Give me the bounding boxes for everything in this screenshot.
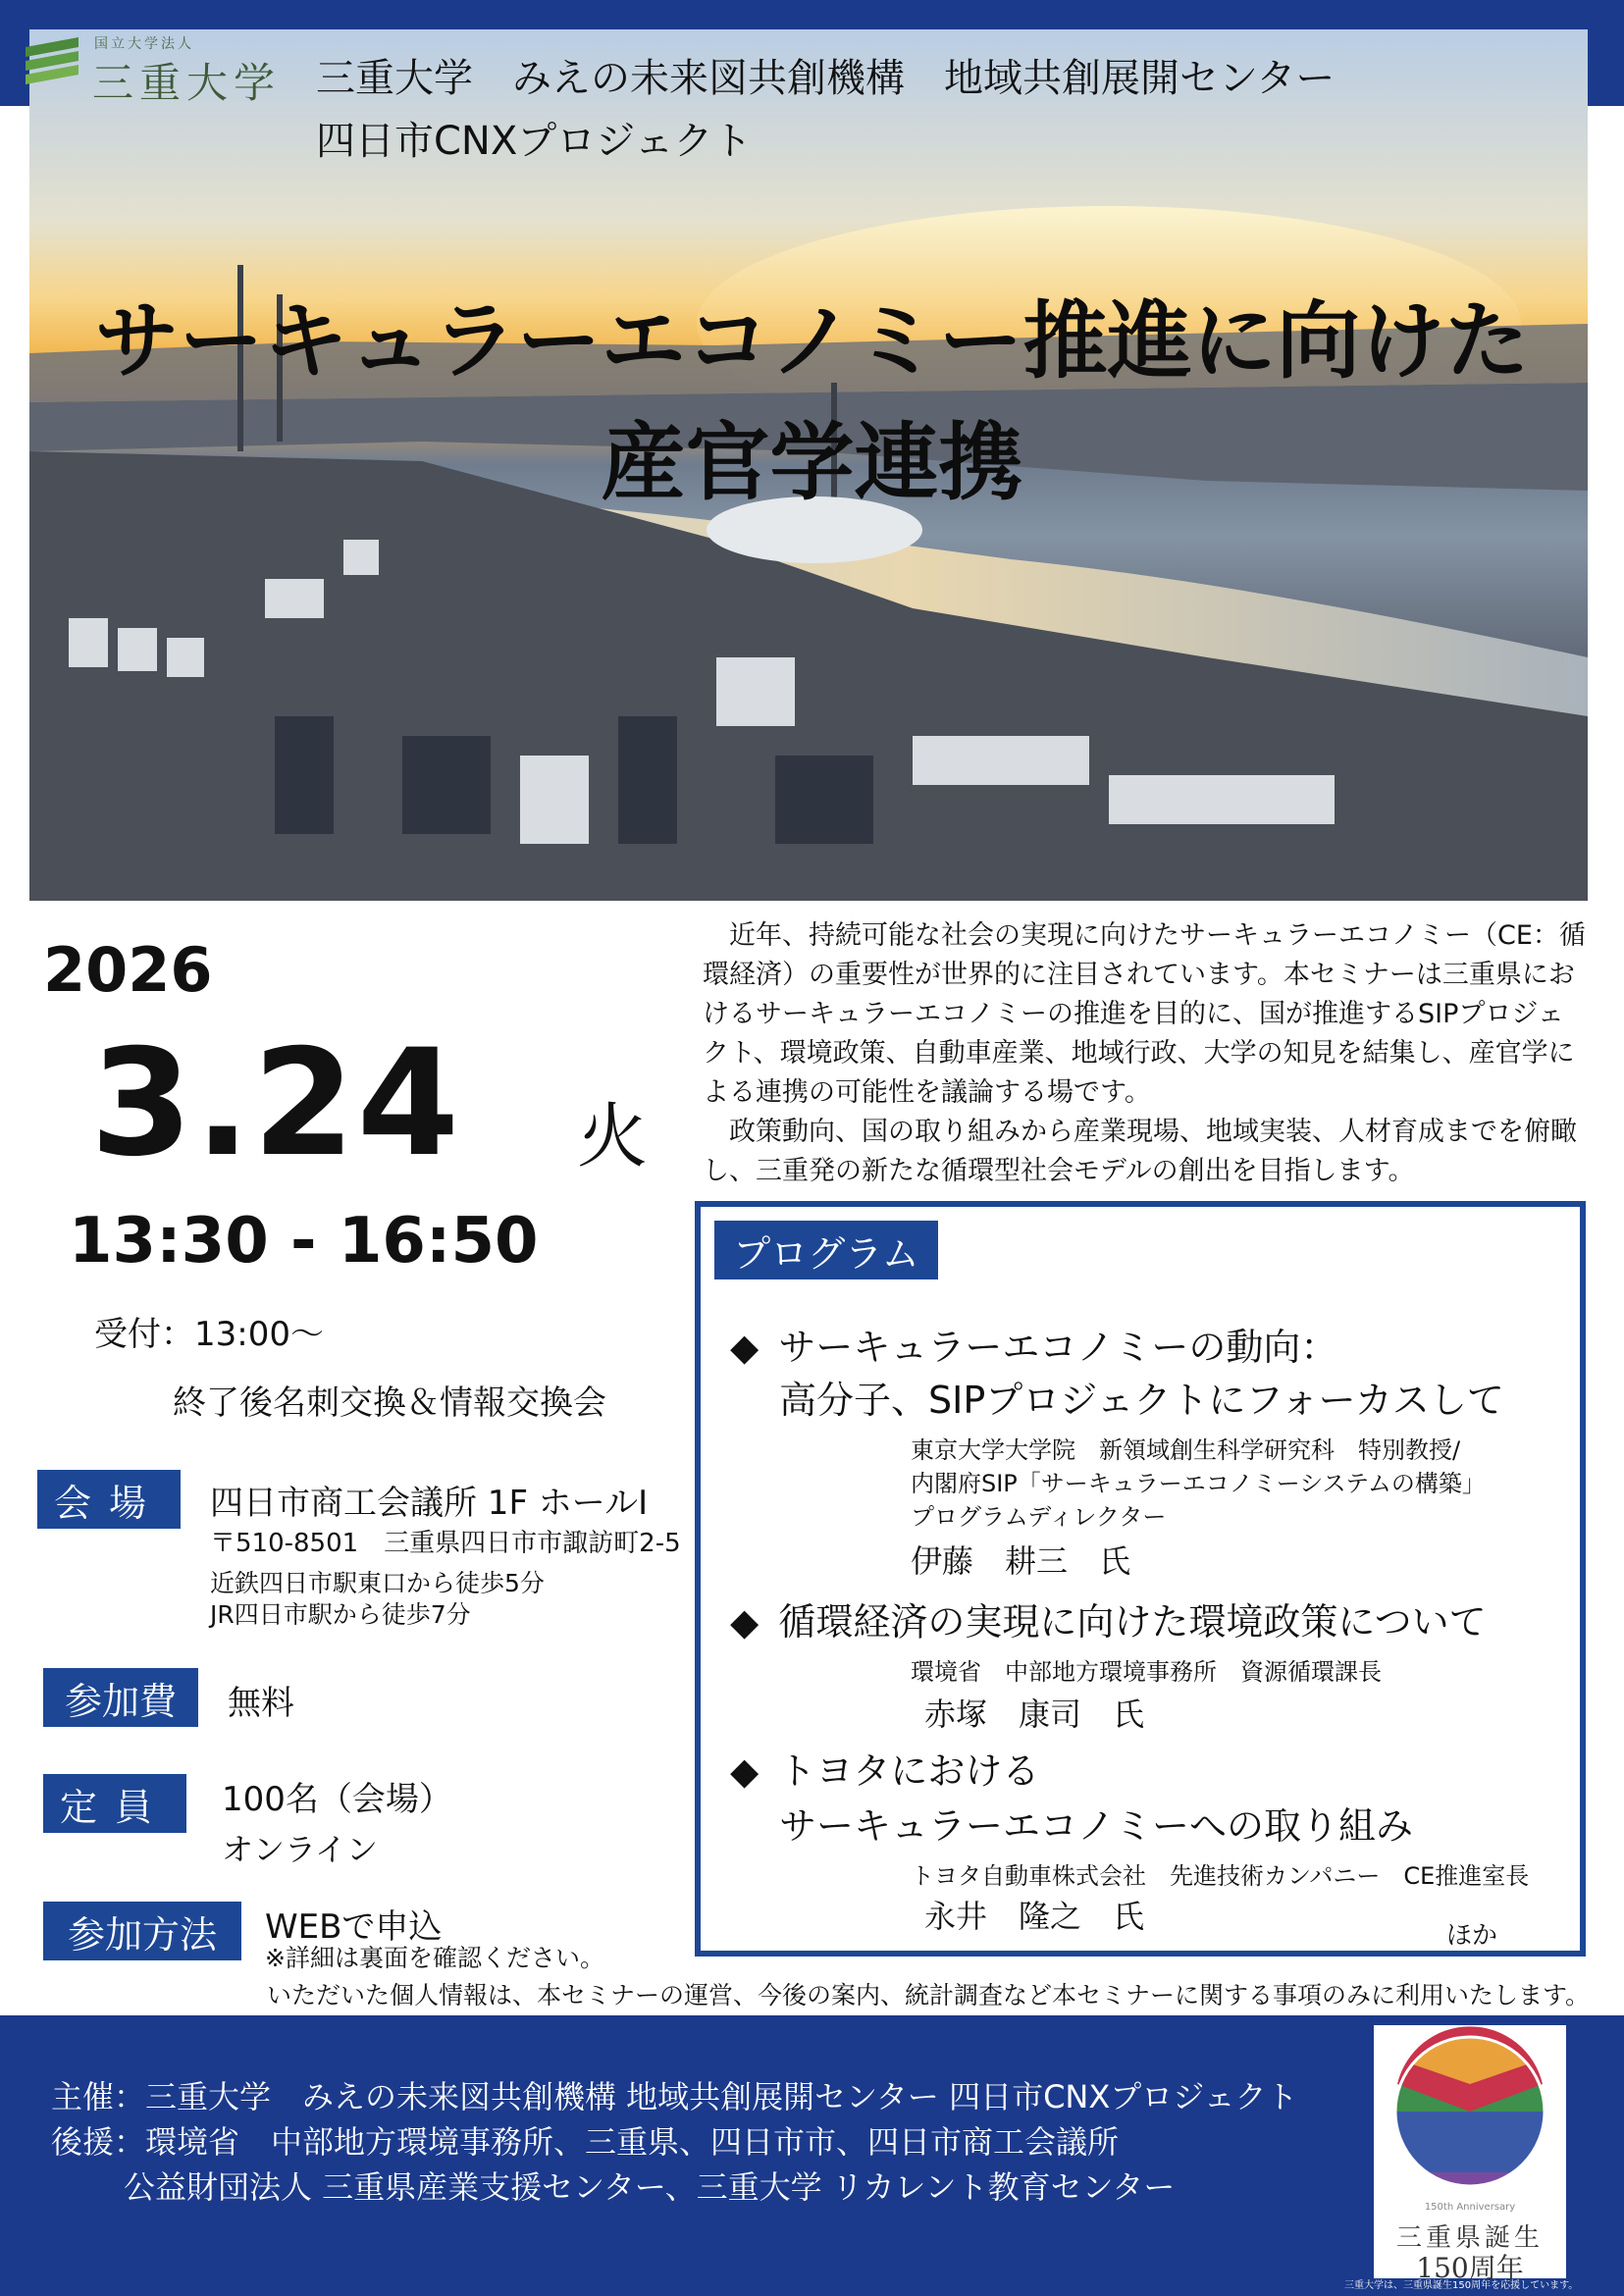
diamond-bullet-icon: ◆ bbox=[730, 1749, 760, 1793]
privacy-note: いただいた個人情報は、本セミナーの運営、今後の案内、統計調査など本セミナーに関する事項のみに利用いたします。 bbox=[267, 1981, 1591, 2009]
organizer-line-1: 三重大学 みえの未来図共創機構 地域共創展開センター bbox=[316, 56, 1336, 101]
event-weekday: 火 bbox=[577, 1095, 649, 1177]
intro-text bbox=[703, 916, 1586, 1191]
registration-method-label: 参加方法 bbox=[43, 1902, 241, 1960]
program-item-3-speaker: 永井 隆之 氏 bbox=[924, 1898, 1145, 1935]
supporters-line-2: 公益財団法人 三重県産業支援センター、三重大学 リカレント教育センター bbox=[124, 2168, 1176, 2206]
fee-value: 無料 bbox=[228, 1684, 294, 1723]
program-item-2-heading bbox=[730, 1592, 1487, 1645]
intro-paragraph-1: 近年、持続可能な社会の実現に向けたサーキュラーエコノミー（CE：循環経済）の重要性が世界的に注目されています。本セミナーは三重県におけるサーキュラーエコノミーの推進を目的に、国が推進するSIPプロジェクト、環境政策、自動車産業、地域行政、大学の知見を結集し、産官学による連携の可能性を議論する場です。 bbox=[703, 920, 1586, 1108]
host-organization: 主催：三重大学 みえの未来図共創機構 地域共創展開センター 四日市CNXプロジェクト bbox=[51, 2078, 1298, 2115]
event-year: 2026 bbox=[43, 934, 213, 1006]
program-item-1-heading-line2: 高分子、SIPプロジェクトにフォーカスして bbox=[779, 1379, 1504, 1422]
main-title-line-2: 産官学連携 bbox=[601, 414, 1023, 512]
program-item-1-heading bbox=[730, 1317, 1337, 1371]
program-item-3-heading bbox=[730, 1741, 1039, 1795]
diamond-bullet-icon: ◆ bbox=[730, 1600, 760, 1644]
emblem-label: 三重県誕生 bbox=[1395, 2223, 1544, 2253]
event-time: 13:30 - 16:50 bbox=[69, 1205, 539, 1278]
emblem-number: 150周年 bbox=[1416, 2252, 1524, 2284]
intro-paragraph-2: 政策動向、国の取り組みから産業現場、地域実装、人材育成までを俯瞰し、三重発の新たな循環型社会モデルの創出を目指します。 bbox=[703, 1117, 1577, 1186]
emblem-footnote: 三重大学は、三重県誕生150周年を応援しています。 bbox=[1344, 2280, 1579, 2291]
capacity-online: オンライン bbox=[222, 1831, 379, 1868]
anniversary-circle-icon bbox=[1374, 2025, 1566, 2202]
fee-label: 参加費 bbox=[43, 1668, 198, 1727]
leaf-stripes-icon bbox=[22, 33, 82, 90]
networking-note: 終了後名刺交換＆情報交換会 bbox=[173, 1383, 606, 1423]
emblem-anniversary-text: 150th Anniversary bbox=[1424, 2202, 1516, 2213]
program-title: プログラム bbox=[714, 1221, 938, 1279]
venue-access-jr: JR四日市駅から徒歩7分 bbox=[210, 1600, 471, 1629]
venue-name: 四日市商工会議所 1F ホールⅠ bbox=[210, 1484, 649, 1523]
program-item-2-heading-line1: 循環経済の実現に向けた環境政策について bbox=[778, 1600, 1487, 1644]
event-date: 3.24 bbox=[90, 1018, 462, 1189]
program-box bbox=[695, 1201, 1586, 1957]
registration-method-value: WEBで申込 bbox=[265, 1907, 443, 1947]
program-item-3-affiliation-1: トヨタ自動車株式会社 先進技術カンパニー CE推進室長 bbox=[911, 1862, 1530, 1890]
program-item-1-affiliation-1: 東京大学大学院 新領域創生科学研究科 特別教授/ bbox=[911, 1436, 1461, 1464]
logo-corporation-text: 国立大学法人 bbox=[94, 36, 194, 52]
logo-university-name: 三重大学 bbox=[92, 59, 282, 107]
program-item-3-heading-line1: トヨタにおける bbox=[778, 1749, 1040, 1793]
program-item-2-affiliation-1: 環境省 中部地方環境事務所 資源循環課長 bbox=[911, 1658, 1382, 1686]
mie-150th-anniversary-emblem bbox=[1374, 2025, 1566, 2284]
main-title-line-1: サーキュラーエコノミー推進に向けた bbox=[94, 292, 1530, 391]
program-others: ほか bbox=[1446, 1921, 1498, 1951]
venue-address: 〒510-8501 三重県四日市市諏訪町2-5 bbox=[210, 1529, 681, 1558]
capacity-label: 定員 bbox=[43, 1774, 186, 1833]
mie-university-logo bbox=[12, 24, 287, 107]
program-item-1-speaker: 伊藤 耕三 氏 bbox=[911, 1542, 1131, 1580]
program-item-1-heading-line1: サーキュラーエコノミーの動向： bbox=[778, 1326, 1338, 1369]
program-item-1-affiliation-3: プログラムディレクター bbox=[911, 1503, 1167, 1531]
program-item-3-heading-line2: サーキュラーエコノミーへの取り組み bbox=[779, 1804, 1414, 1848]
capacity-venue: 100名（会場） bbox=[222, 1780, 452, 1819]
venue-label: 会場 bbox=[37, 1470, 181, 1529]
program-item-2-speaker: 赤塚 康司 氏 bbox=[924, 1696, 1145, 1733]
supporters-line-1: 後援：環境省 中部地方環境事務所、三重県、四日市市、四日市商工会議所 bbox=[51, 2123, 1120, 2161]
reception-time: 受付：13:00～ bbox=[94, 1315, 324, 1354]
program-item-1-affiliation-2: 内閣府SIP「サーキュラーエコノミーシステムの構築」 bbox=[911, 1470, 1486, 1497]
registration-note: ※詳細は裏面を確認ください。 bbox=[265, 1944, 604, 1972]
diamond-bullet-icon: ◆ bbox=[730, 1326, 760, 1369]
organizer-line-2: 四日市CNXプロジェクト bbox=[316, 119, 753, 164]
venue-access-kintetsu: 近鉄四日市駅東口から徒歩5分 bbox=[210, 1569, 545, 1597]
